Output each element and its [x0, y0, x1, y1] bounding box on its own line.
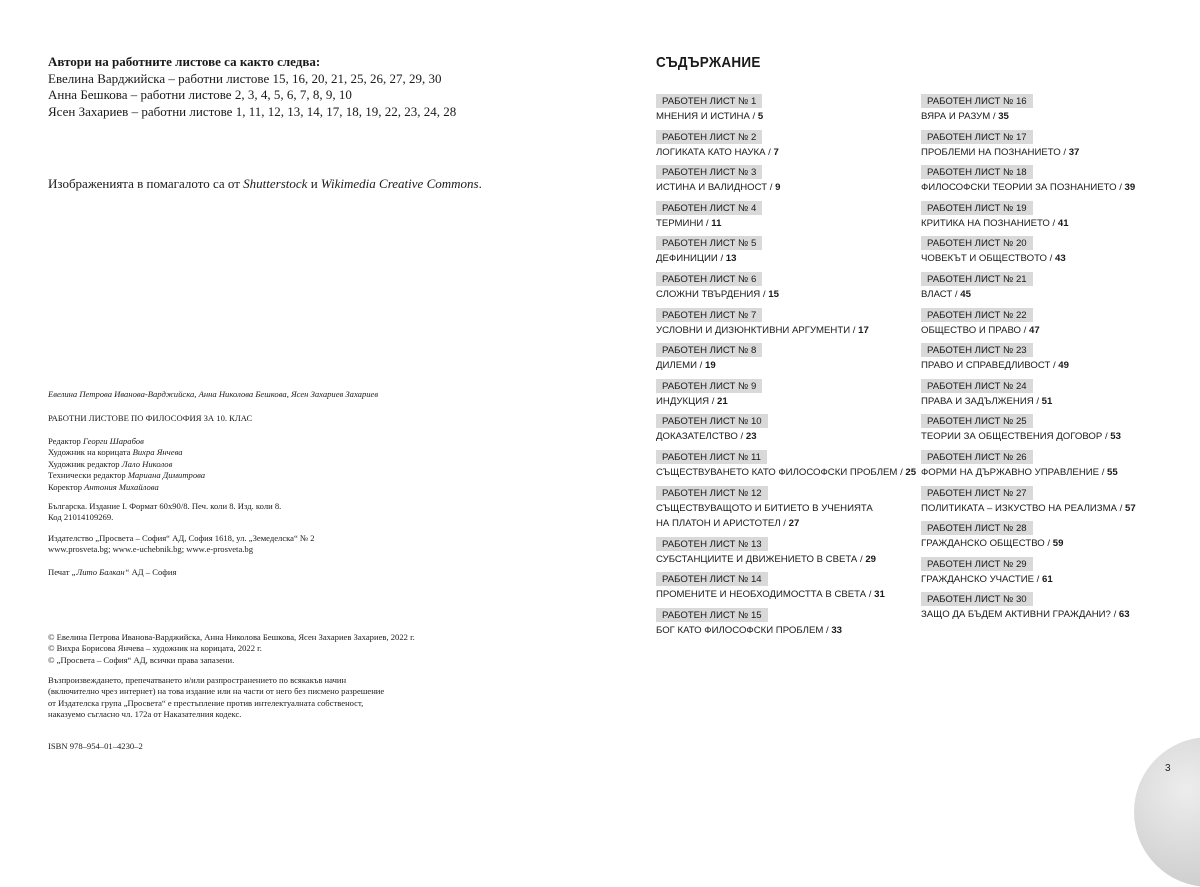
- toc-entry-title: [921, 573, 1181, 588]
- toc-title-text: ЧОВЕКЪТ И ОБЩЕСТВОТО /: [921, 253, 1055, 265]
- printer-suffix: АД – София: [129, 567, 177, 577]
- worksheet-tag: РАБОТЕН ЛИСТ № 1: [656, 94, 762, 108]
- toc-page-number: 27: [788, 518, 800, 530]
- author-line: Евелина Варджийска – работни листове 15, 16, 20, 21, 25, 26, 27, 29, 30: [48, 70, 442, 86]
- toc-entry-title: [656, 502, 916, 517]
- toc-entry-title: [921, 288, 1181, 303]
- toc-title-text: СЪЩЕСТВУВАЩОТО И БИТИЕТО В УЧЕНИЯТА: [656, 502, 873, 514]
- copyright-line: © Евелина Петрова Иванова-Варджийска, Анна Николова Бешкова, Ясен Захариев Захариев, 2022 г.: [48, 632, 415, 642]
- toc-entry-title: [921, 252, 1181, 267]
- toc-entry[interactable]: [921, 269, 1181, 305]
- imprint-author-names: Евелина Петрова Иванова-Варджийска, Анна Николова Бешкова, Ясен Захариев Захариев: [48, 389, 379, 399]
- toc-entry[interactable]: [656, 605, 916, 641]
- toc-entry[interactable]: [656, 198, 916, 234]
- edition-line: Българска. Издание I. Формат 60x90/8. Печ. коли 8. Изд. коли 8.: [48, 501, 282, 511]
- toc-title-text: ВЛАСТ /: [921, 288, 961, 300]
- toc-page-number: 13: [725, 253, 737, 265]
- toc-title-text: МНЕНИЯ И ИСТИНА /: [656, 111, 758, 122]
- toc-entry[interactable]: [656, 411, 916, 447]
- toc-title-text: ВЯРА И РАЗУМ /: [921, 111, 999, 122]
- toc-entry-title: [656, 324, 916, 339]
- images-source-2: Wikimedia Creative Commons: [320, 176, 479, 191]
- toc-page-number: 55: [1107, 466, 1118, 478]
- toc-entry[interactable]: [921, 91, 1181, 127]
- toc-page-number: 33: [831, 624, 843, 636]
- toc-entry[interactable]: [656, 447, 916, 483]
- toc-entry[interactable]: [921, 305, 1181, 341]
- authors-block: [48, 54, 608, 120]
- worksheet-tag: РАБОТЕН ЛИСТ № 9: [656, 379, 762, 393]
- toc-entry-title: [656, 553, 916, 568]
- imprint-legal: [48, 675, 384, 721]
- toc-entry[interactable]: [921, 483, 1181, 519]
- toc-entry[interactable]: [921, 127, 1181, 163]
- imprint-printer: [48, 567, 176, 578]
- worksheet-tag: РАБОТЕН ЛИСТ № 12: [656, 486, 768, 500]
- toc-entry-title: [921, 146, 1181, 161]
- toc-page-number: 25: [905, 466, 917, 478]
- toc-entry[interactable]: [921, 411, 1181, 447]
- toc-entry[interactable]: [921, 340, 1181, 376]
- toc-page-number: 37: [1068, 146, 1080, 158]
- publisher-line: Издателство „Просвета – София“ АД, София 1618, ул. „Земеделска“ № 2: [48, 533, 315, 543]
- toc-column-right: [921, 91, 1181, 625]
- legal-line: наказуемо съгласно чл. 172а от Наказателния кодекс.: [48, 709, 242, 720]
- toc-entry-title: [656, 217, 916, 232]
- toc-entry-title: [656, 181, 916, 196]
- toc-entry-title: [921, 430, 1181, 445]
- toc-page-number: 21: [717, 395, 728, 407]
- credit-role: Технически редактор: [48, 470, 128, 481]
- publisher-line: www.prosveta.bg; www.e-uchebnik.bg; www.e-prosveta.bg: [48, 544, 254, 555]
- toc-column-left: [656, 91, 916, 640]
- images-note-prefix: Изображенията в помагалото са от: [48, 176, 244, 191]
- toc-title-text: ЛОГИКАТА КАТО НАУКА /: [656, 146, 774, 158]
- copyright-line: © „Просвета – София“ АД, всички права запазени.: [48, 654, 235, 665]
- worksheet-tag: РАБОТЕН ЛИСТ № 14: [656, 572, 768, 586]
- worksheet-tag: РАБОТЕН ЛИСТ № 30: [921, 592, 1033, 606]
- toc-entry[interactable]: [656, 483, 916, 534]
- toc-title-text: ПРАВА И ЗАДЪЛЖЕНИЯ /: [921, 395, 1042, 407]
- toc-title-text: БОГ КАТО ФИЛОСОФСКИ ПРОБЛЕМ /: [656, 624, 832, 636]
- worksheet-tag: РАБОТЕН ЛИСТ № 25: [921, 414, 1033, 428]
- toc-title-text: ТЕРМИНИ /: [656, 217, 712, 229]
- worksheet-tag: РАБОТЕН ЛИСТ № 8: [656, 343, 762, 357]
- toc-entry-title: [656, 624, 916, 639]
- legal-line: от Издателска група „Просвета“ е престъпление против интелектуалната собственост,: [48, 697, 364, 708]
- toc-entry-title: [921, 395, 1181, 410]
- worksheet-tag: РАБОТЕН ЛИСТ № 29: [921, 557, 1033, 571]
- toc-entry-title: [921, 217, 1181, 232]
- credit-name: Лало Николов: [121, 458, 173, 469]
- toc-page-number: 43: [1054, 253, 1066, 265]
- toc-entry-title: [656, 252, 916, 267]
- toc-title-text: ИСТИНА И ВАЛИДНОСТ /: [656, 182, 776, 194]
- toc-entry-title: [921, 466, 1181, 481]
- toc-entry-title: [656, 395, 916, 410]
- toc-entry[interactable]: [921, 554, 1181, 590]
- toc-entry-title: [921, 537, 1181, 552]
- credit-line: [48, 482, 205, 493]
- toc-page-number: 5: [757, 111, 764, 122]
- toc-entry[interactable]: [656, 91, 916, 127]
- toc-page-number: 11: [711, 217, 722, 229]
- toc-page-number: 49: [1058, 360, 1069, 372]
- credit-line: [48, 447, 205, 458]
- imprint-credits: [48, 436, 205, 493]
- legal-line: Възпроизвеждането, препечатването и/или разпространението по всякакъв начин: [48, 675, 347, 685]
- toc-page-number: 41: [1057, 217, 1069, 229]
- toc-entry-title: [656, 288, 916, 303]
- toc-title-text: ПОЛИТИКАТА – ИЗКУСТВО НА РЕАЛИЗМА /: [921, 502, 1125, 514]
- toc-entry-title: [656, 110, 916, 125]
- worksheet-tag: РАБОТЕН ЛИСТ № 21: [921, 272, 1033, 286]
- toc-entry[interactable]: [921, 589, 1181, 625]
- toc-entry[interactable]: [656, 162, 916, 198]
- toc-page-number: 59: [1052, 538, 1064, 550]
- credit-role: Редактор: [48, 436, 83, 446]
- toc-title-text: ФИЛОСОФСКИ ТЕОРИИ ЗА ПОЗНАНИЕТО /: [921, 182, 1125, 194]
- worksheet-tag: РАБОТЕН ЛИСТ № 2: [656, 130, 762, 144]
- toc-title-text: ПРАВО И СПРАВЕДЛИВОСТ /: [921, 360, 1059, 372]
- toc-entry[interactable]: [656, 569, 916, 605]
- toc-title: СЪДЪРЖАНИЕ: [656, 54, 761, 71]
- toc-title-text: ДИЛЕМИ /: [656, 360, 705, 372]
- toc-page-number: 63: [1118, 609, 1130, 621]
- authors-heading: Автори на работните листове са както следва:: [48, 54, 321, 69]
- toc-page-number: 23: [745, 431, 757, 443]
- toc-page-number: 51: [1041, 395, 1053, 407]
- toc-title-text: СЛОЖНИ ТВЪРДЕНИЯ /: [656, 288, 769, 300]
- toc-entry-title: [921, 110, 1181, 125]
- worksheet-tag: РАБОТЕН ЛИСТ № 23: [921, 343, 1033, 357]
- credit-name: Мариана Димитрова: [127, 470, 206, 481]
- toc-entry-title: [921, 608, 1181, 623]
- imprint-edition: [48, 501, 281, 524]
- worksheet-tag: РАБОТЕН ЛИСТ № 19: [921, 201, 1033, 215]
- toc-page-number: 15: [768, 288, 779, 300]
- credit-role: Художник редактор: [48, 458, 122, 469]
- page-corner-decoration: [1134, 737, 1200, 887]
- imprint-book-title: РАБОТНИ ЛИСТОВЕ ПО ФИЛОСОФИЯ ЗА 10. КЛАС: [48, 413, 253, 423]
- toc-title-text: НА ПЛАТОН И АРИСТОТЕЛ /: [656, 518, 789, 530]
- credit-role: Художник на корицата: [48, 447, 133, 458]
- toc-entry[interactable]: [921, 518, 1181, 554]
- toc-entry[interactable]: [921, 233, 1181, 269]
- credit-line: [48, 470, 205, 481]
- images-note-joiner: и: [307, 176, 321, 191]
- credit-line: [48, 436, 205, 447]
- author-line: Ясен Захариев – работни листове 1, 11, 12, 13, 14, 17, 18, 19, 22, 23, 24, 28: [48, 103, 457, 119]
- toc-entry-title: [921, 324, 1181, 339]
- toc-title-text: КРИТИКА НА ПОЗНАНИЕТО /: [921, 217, 1058, 229]
- toc-title-text: ФОРМИ НА ДЪРЖАВНО УПРАВЛЕНИЕ /: [921, 466, 1108, 478]
- credit-line: [48, 459, 205, 470]
- edition-line: Код 21014109269.: [48, 512, 114, 523]
- toc-page-number: 9: [775, 182, 781, 194]
- worksheet-tag: РАБОТЕН ЛИСТ № 4: [656, 201, 762, 215]
- toc-title-text: ГРАЖДАНСКО ОБЩЕСТВО /: [921, 538, 1053, 550]
- images-source-1: Shutterstock: [243, 176, 308, 191]
- toc-title-text: ПРОМЕНИТЕ И НЕОБХОДИМОСТТА В СВЕТА /: [656, 589, 875, 601]
- worksheet-tag: РАБОТЕН ЛИСТ № 6: [656, 272, 762, 286]
- toc-page-number: 53: [1110, 431, 1121, 443]
- toc-page-number: 17: [858, 324, 869, 336]
- toc-entry-title-line2: [656, 517, 916, 532]
- toc-entry[interactable]: [921, 447, 1181, 483]
- toc-entry[interactable]: [921, 198, 1181, 234]
- worksheet-tag: РАБОТЕН ЛИСТ № 7: [656, 308, 762, 322]
- worksheet-tag: РАБОТЕН ЛИСТ № 10: [656, 414, 768, 428]
- author-line: Анна Бешкова – работни листове 2, 3, 4, 5, 6, 7, 8, 9, 10: [48, 87, 352, 102]
- toc-title-text: ТЕОРИИ ЗА ОБЩЕСТВЕНИЯ ДОГОВОР /: [921, 431, 1111, 443]
- toc-page-number: 35: [998, 111, 1009, 122]
- toc-page-number: 57: [1124, 502, 1136, 514]
- images-note: [48, 176, 482, 192]
- worksheet-tag: РАБОТЕН ЛИСТ № 22: [921, 308, 1033, 322]
- toc-entry[interactable]: [656, 376, 916, 412]
- toc-entry[interactable]: [921, 376, 1181, 412]
- credit-name: Георги Шарабов: [83, 436, 144, 446]
- worksheet-tag: РАБОТЕН ЛИСТ № 20: [921, 236, 1033, 250]
- toc-entry[interactable]: [656, 340, 916, 376]
- toc-title-text: ГРАЖДАНСКО УЧАСТИЕ /: [921, 573, 1043, 585]
- imprint-copyright: [48, 632, 415, 666]
- credit-name: Антония Михайлова: [84, 481, 159, 492]
- worksheet-tag: РАБОТЕН ЛИСТ № 3: [656, 165, 762, 179]
- toc-title-text: ЗАЩО ДА БЪДЕМ АКТИВНИ ГРАЖДАНИ? /: [921, 609, 1119, 621]
- isbn: ISBN 978–954–01–4230–2: [48, 741, 143, 751]
- worksheet-tag: РАБОТЕН ЛИСТ № 26: [921, 450, 1033, 464]
- worksheet-tag: РАБОТЕН ЛИСТ № 27: [921, 486, 1033, 500]
- toc-page-number: 61: [1042, 573, 1053, 585]
- toc-title-text: СУБСТАНЦИИТЕ И ДВИЖЕНИЕТО В СВЕТА /: [656, 553, 866, 565]
- toc-entry-title: [921, 502, 1181, 517]
- toc-page-number: 19: [704, 360, 716, 372]
- toc-entry[interactable]: [656, 127, 916, 163]
- toc-title-text: УСЛОВНИ И ДИЗЮНКТИВНИ АРГУМЕНТИ /: [656, 324, 859, 336]
- printer-name: „Лито Балкан“: [71, 567, 130, 577]
- page-number: 3: [1165, 763, 1171, 774]
- toc-page-number: 31: [874, 589, 885, 601]
- toc-title-text: ПРОБЛЕМИ НА ПОЗНАНИЕТО /: [921, 146, 1069, 158]
- toc-entry-title: [921, 181, 1181, 196]
- toc-entry-title: [656, 359, 916, 374]
- toc-entry-title: [656, 146, 916, 161]
- worksheet-tag: РАБОТЕН ЛИСТ № 16: [921, 94, 1033, 108]
- imprint-publisher: [48, 533, 315, 556]
- toc-title-text: СЪЩЕСТВУВАНЕТО КАТО ФИЛОСОФСКИ ПРОБЛЕМ /: [656, 466, 906, 478]
- toc-entry[interactable]: [656, 233, 916, 269]
- toc-entry-title: [656, 430, 916, 445]
- worksheet-tag: РАБОТЕН ЛИСТ № 24: [921, 379, 1033, 393]
- worksheet-tag: РАБОТЕН ЛИСТ № 5: [656, 236, 762, 250]
- copyright-line: © Вихра Борисова Янчева – художник на корицата, 2022 г.: [48, 643, 262, 654]
- worksheet-tag: РАБОТЕН ЛИСТ № 28: [921, 521, 1033, 535]
- credit-name: Вихра Янчева: [132, 447, 183, 458]
- toc-title-text: ДОКАЗАТЕЛСТВО /: [656, 431, 746, 443]
- worksheet-tag: РАБОТЕН ЛИСТ № 15: [656, 608, 768, 622]
- toc-page-number: 45: [960, 288, 971, 300]
- printer-prefix: Печат: [48, 567, 72, 577]
- toc-page-number: 29: [865, 553, 876, 565]
- worksheet-tag: РАБОТЕН ЛИСТ № 18: [921, 165, 1033, 179]
- toc-page-number: 7: [773, 146, 779, 158]
- toc-page-number: 47: [1028, 324, 1040, 336]
- toc-entry-title: [656, 466, 916, 481]
- toc-entry-title: [656, 588, 916, 603]
- toc-entry[interactable]: [656, 305, 916, 341]
- toc-title-text: ОБЩЕСТВО И ПРАВО /: [921, 324, 1029, 336]
- credit-role: Коректор: [48, 481, 85, 492]
- worksheet-tag: РАБОТЕН ЛИСТ № 11: [656, 450, 767, 464]
- toc-entry-title: [921, 359, 1181, 374]
- toc-entry[interactable]: [656, 534, 916, 570]
- toc-title-text: ИНДУКЦИЯ /: [656, 395, 718, 407]
- toc-entry[interactable]: [921, 162, 1181, 198]
- toc-page-number: 39: [1124, 182, 1136, 194]
- images-note-suffix: .: [478, 176, 482, 191]
- worksheet-tag: РАБОТЕН ЛИСТ № 17: [921, 130, 1033, 144]
- legal-line: (включително чрез интернет) на това издание или на части от него без писмено разрешение: [48, 686, 385, 697]
- worksheet-tag: РАБОТЕН ЛИСТ № 13: [656, 537, 768, 551]
- toc-title-text: ДЕФИНИЦИИ /: [656, 253, 726, 265]
- toc-entry[interactable]: [656, 269, 916, 305]
